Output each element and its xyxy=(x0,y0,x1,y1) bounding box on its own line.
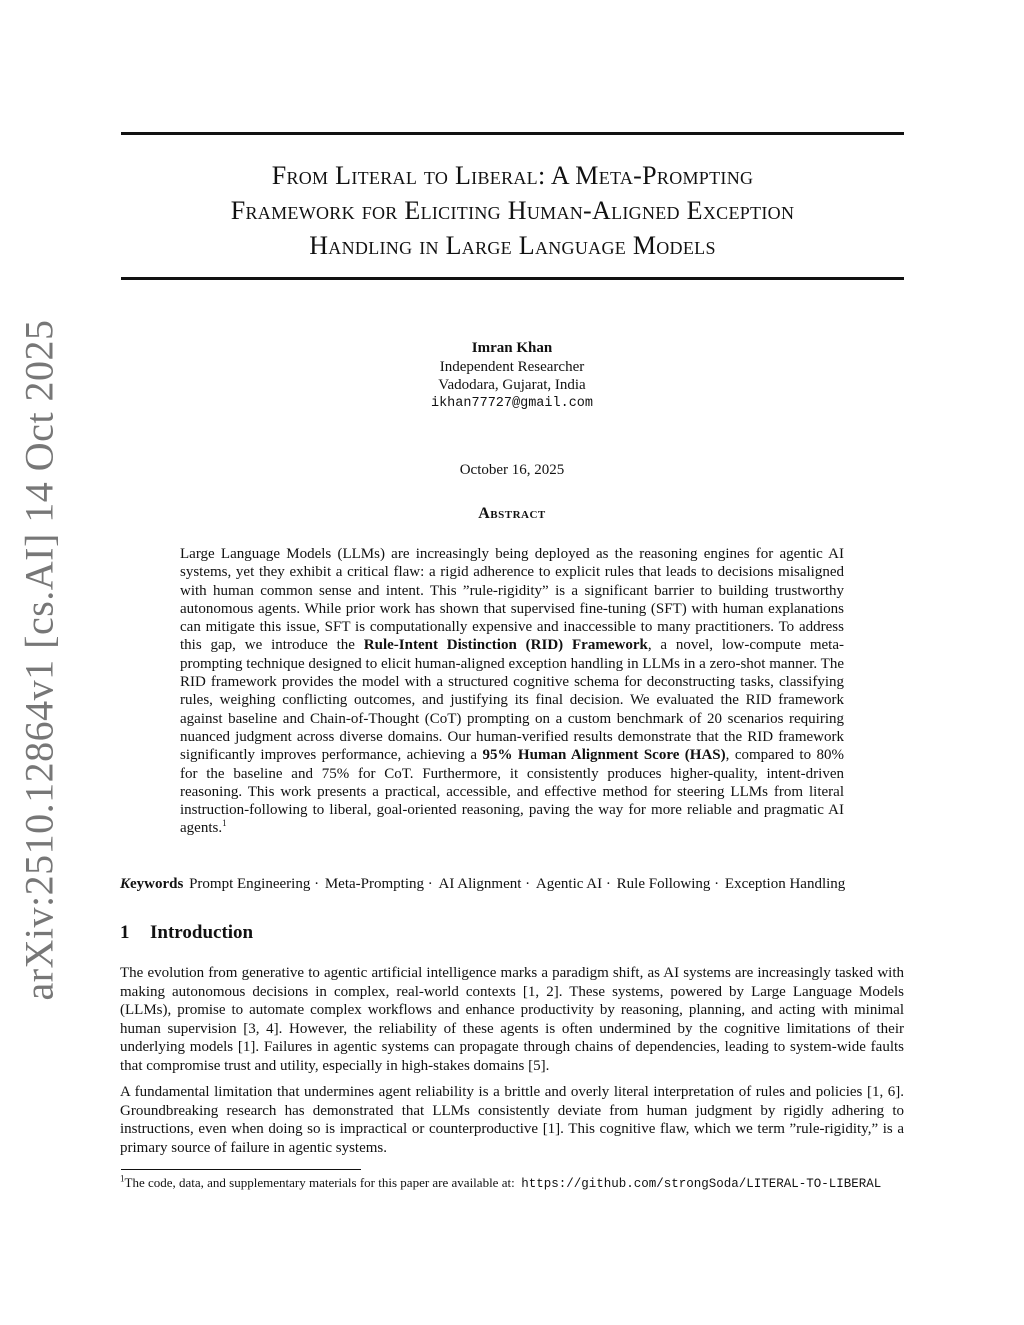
abstract-heading: Abstract xyxy=(478,505,546,522)
title-bottom-rule xyxy=(121,277,904,280)
author-email[interactable]: ikhan77727@gmail.com xyxy=(430,395,594,411)
keyword-item: AI Alignment xyxy=(438,876,522,892)
title-line-3: Handling in Large Language Models xyxy=(309,231,716,260)
section-heading-introduction xyxy=(120,922,253,944)
title-top-rule xyxy=(121,132,904,135)
abstract-bold-has: 95% Human Alignment Score (HAS) xyxy=(482,747,726,764)
footnote-mark: 1 xyxy=(120,1173,125,1184)
keyword-separator: · xyxy=(423,876,437,892)
author-location: Vadodara, Gujarat, India xyxy=(438,377,586,393)
abstract-text-2: , a novel, low-compute meta-prompting technique designed to elicit human-aligned exception handling in LLMs in a zero-shot manner. The RID framework provides the model with a structured cognitive schema for deconstructing tasks, classifying rules, weighing conflicting outcomes, and justifying its final decision. We evaluated the RID framework against baseline and Chain-of-Thought (CoT) prompting on a custom benchmark of 20 scenarios requiring nuanced judgment across diverse domains. Our human-verified results demonstrate that the RID framework significantly improves performance, achieving a xyxy=(180,637,845,764)
keyword-item: Meta-Prompting xyxy=(324,876,424,892)
keywords-list xyxy=(187,876,845,892)
section-number: 1 xyxy=(120,922,130,943)
footnote xyxy=(120,1174,904,1193)
intro-paragraph-1: The evolution from generative to agentic artificial intelligence marks a paradigm shift, as AI systems are increasingly tasked with making autonomous decisions in complex, real-world contexts [1, 2]. These systems, powered by Large Language Models (LLMs), promise to automate complex workflows and enhance productivity by reasoning, planning, and acting with minimal human supervision [3, 4]. However, the reliability of these agents is often undermined by the cognitive limitations of their underlying models [1]. Failures in agentic systems can propagate through chains of dependencies, leading to system-wide faults that compromise trust and utility, especially in high-stakes domains [5]. xyxy=(120,965,904,1074)
keyword-item: Exception Handling xyxy=(724,876,846,892)
keyword-separator: · xyxy=(602,876,615,892)
abstract-text-1: Large Language Models (LLMs) are increasingly being deployed as the reasoning engines for agentic AI systems, yet they exhibit a critical flaw: a rigid adherence to explicit rules that leads to decisions misaligned with human common sense and intent. This ”rule-rigidity” is a significant barrier to building trustworthy autonomous agents. While prior work has shown that supervised fine-tuning (SFT) with human explanations can mitigate this issue, SFT is computationally expensive and inaccessible to many practitioners. To address this gap, we introduce the xyxy=(180,546,844,654)
keyword-item: Agentic AI xyxy=(535,876,603,892)
keyword-separator: · xyxy=(310,876,323,892)
section-title: Introduction xyxy=(150,922,254,943)
keyword-item: Prompt Engineering xyxy=(189,876,311,892)
abstract-text-3: , compared to 80% for the baseline and 75% for CoT. Furthermore, it consistently produces higher-quality, intent-driven reasoning. This work presents a practical, accessible, and effective method for steering LLMs from literal instruction-following to liberal, goal-oriented reasoning, paving the way for more reliable and pragmatic AI agents. xyxy=(180,747,844,837)
abstract-body xyxy=(180,545,844,838)
paper-title xyxy=(121,158,904,263)
footnote-rule xyxy=(121,1169,361,1170)
keyword-item: Rule Following xyxy=(616,876,711,892)
keywords-label: Keywords xyxy=(120,876,184,892)
author-block xyxy=(312,339,712,413)
author-affiliation: Independent Researcher xyxy=(439,358,585,375)
arxiv-stamp: arXiv:2510.12864v1 [cs.AI] 14 Oct 2025 xyxy=(16,319,62,1001)
keyword-separator: · xyxy=(521,876,534,892)
abstract-footnote-mark[interactable]: 1 xyxy=(222,818,227,829)
title-line-1: From Literal to Liberal: A Meta-Prompting xyxy=(271,161,754,190)
abstract-bold-rid: Rule-Intent Distinction (RID) Framework xyxy=(363,637,648,654)
paper-date: October 16, 2025 xyxy=(459,462,565,478)
intro-paragraph-2: A fundamental limitation that undermines agent reliability is a brittle and overly literal interpretation of rules and policies [1, 6]. Groundbreaking research has demonstrated that LLMs consistently deviate from human judgment by rigidly adhering to instructions, even when doing so is impractical or counterproductive [1]. This cognitive flaw, which we term ”rule-rigidity,” is a primary source of failure in agentic systems. xyxy=(120,1084,904,1156)
author-name: Imran Khan xyxy=(471,340,553,356)
keyword-separator: · xyxy=(710,876,723,892)
keywords xyxy=(120,876,910,893)
title-line-2: Framework for Eliciting Human-Aligned Exception xyxy=(230,196,795,225)
footnote-text: The code, data, and supplementary materials for this paper are available at: xyxy=(124,1175,515,1190)
footnote-url[interactable]: https://github.com/strongSoda/LITERAL-TO-LIBERAL xyxy=(521,1177,882,1191)
